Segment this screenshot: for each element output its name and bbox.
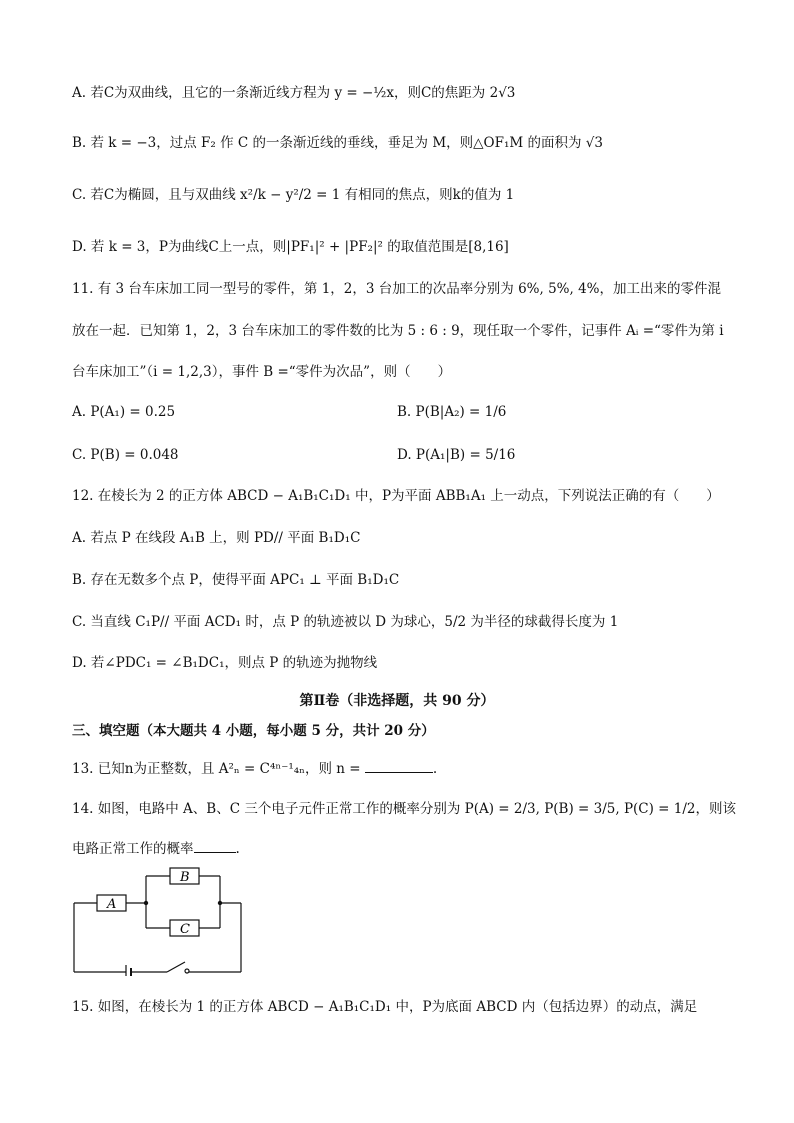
component-b-label: B — [180, 870, 190, 885]
q10-option-a: A. 若C为双曲线，且它的一条渐近线方程为 y = −½x，则C的焦距为 2√3 — [72, 85, 516, 101]
junction-left — [144, 901, 148, 905]
q11-stem-line1: 11. 有 3 台车床加工同一型号的零件，第 1，2，3 台加工的次品率分别为 6%, 5%, 4%，加工出来的零件混 — [72, 281, 721, 297]
q12-option-d: D. 若∠PDC₁ = ∠B₁DC₁，则点 P 的轨迹为抛物线 — [72, 655, 378, 671]
q13-line — [72, 760, 437, 777]
part2-title: 第Ⅱ卷（非选择题，共 90 分） — [299, 693, 495, 709]
q13-text: 13. 已知n为正整数，且 A²ₙ = C⁴ⁿ⁻¹₄ₙ，则 n = — [72, 761, 361, 777]
q11-option-b: B. P(B|A₂) = 1/6 — [397, 404, 507, 420]
q12-option-a: A. 若点 P 在线段 A₁B 上，则 PD// 平面 B₁D₁C — [72, 530, 361, 546]
switch-lever — [167, 962, 185, 972]
q13-answer-blank — [365, 760, 433, 773]
component-c-label: C — [180, 922, 190, 937]
circuit-diagram — [70, 864, 245, 976]
q11-option-c: C. P(B) = 0.048 — [72, 447, 179, 463]
q14-end: . — [235, 841, 240, 857]
q12-option-b: B. 存在无数多个点 P，使得平面 APC₁ ⊥ 平面 B₁D₁C — [72, 572, 400, 588]
q11-option-a: A. P(A₁) = 0.25 — [72, 404, 176, 420]
switch-contact — [185, 969, 189, 973]
q10-option-c: C. 若C为椭圆，且与双曲线 x²/k − y²/2 = 1 有相同的焦点，则k的值为 1 — [72, 187, 515, 203]
q11-stem-line3: 台车床加工”（i = 1,2,3），事件 B =“零件为次品”，则（ ） — [72, 364, 452, 380]
q13-end: . — [432, 761, 438, 777]
q10-option-b: B. 若 k = −3，过点 F₂ 作 C 的一条渐近线的垂线，垂足为 M，则△OF₁M 的面积为 √3 — [72, 135, 603, 151]
q14-line2-wrap — [72, 840, 240, 857]
q14-line1: 14. 如图，电路中 A、B、C 三个电子元件正常工作的概率分别为 P(A) = 2/3, P(B) = 3/5, P(C) = 1/2，则该 — [72, 801, 737, 817]
section3-title: 三、填空题（本大题共 4 小题，每小题 5 分，共计 20 分） — [72, 723, 435, 739]
q15-line1: 15. 如图，在棱长为 1 的正方体 ABCD − A₁B₁C₁D₁ 中，P为底面 ABCD 内（包括边界）的动点，满足 — [72, 999, 698, 1015]
q14-line2: 电路正常工作的概率 — [72, 841, 194, 857]
q12-stem: 12. 在棱长为 2 的正方体 ABCD − A₁B₁C₁D₁ 中，P为平面 ABB₁A₁ 上一动点，下列说法正确的有（ ） — [72, 488, 720, 504]
q11-stem-line2: 放在一起．已知第 1，2，3 台车床加工的零件数的比为 5 : 6 : 9，现任取一个零件，记事件 Aᵢ =“零件为第 i — [72, 323, 724, 339]
q12-option-c: C. 当直线 C₁P// 平面 ACD₁ 时，点 P 的轨迹被以 D 为球心，5/2 为半径的球截得长度为 1 — [72, 614, 619, 630]
q14-answer-blank — [194, 840, 236, 853]
component-a-label: A — [107, 897, 117, 912]
junction-right — [218, 901, 222, 905]
q11-option-d: D. P(A₁|B) = 5/16 — [397, 447, 516, 463]
q10-option-d: D. 若 k = 3，P为曲线C上一点，则|PF₁|² + |PF₂|² 的取值范围是[8,16] — [72, 239, 509, 255]
